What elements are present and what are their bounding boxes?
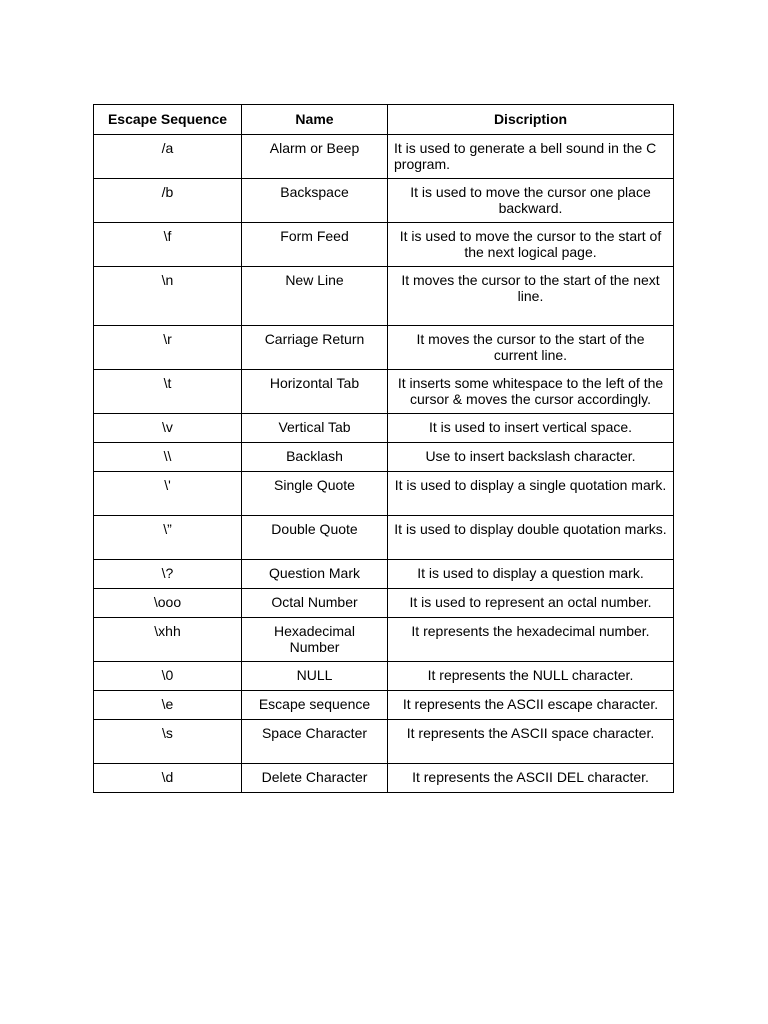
description-cell: It moves the cursor to the start of the next line. bbox=[388, 267, 674, 326]
name-cell: Delete Character bbox=[242, 764, 388, 793]
escape-sequence-cell: \e bbox=[94, 691, 242, 720]
name-cell: Backlash bbox=[242, 443, 388, 472]
table-row bbox=[94, 720, 674, 764]
table-row bbox=[94, 691, 674, 720]
escape-sequence-table bbox=[93, 104, 674, 793]
name-cell: Horizontal Tab bbox=[242, 370, 388, 414]
name-cell: NULL bbox=[242, 662, 388, 691]
description-cell: It represents the ASCII space character. bbox=[388, 720, 674, 764]
description-cell: It represents the ASCII escape character. bbox=[388, 691, 674, 720]
escape-sequence-cell: \\ bbox=[94, 443, 242, 472]
table-row bbox=[94, 589, 674, 618]
name-cell: Hexadecimal Number bbox=[242, 618, 388, 662]
name-cell: Carriage Return bbox=[242, 326, 388, 370]
table-row bbox=[94, 370, 674, 414]
table-row bbox=[94, 662, 674, 691]
escape-sequence-cell: \s bbox=[94, 720, 242, 764]
description-cell: It represents the NULL character. bbox=[388, 662, 674, 691]
description-cell: It represents the ASCII DEL character. bbox=[388, 764, 674, 793]
table-row bbox=[94, 223, 674, 267]
description-cell: It is used to display double quotation marks. bbox=[388, 516, 674, 560]
name-cell: Alarm or Beep bbox=[242, 135, 388, 179]
description-cell: It is used to move the cursor one place backward. bbox=[388, 179, 674, 223]
escape-sequence-cell: \? bbox=[94, 560, 242, 589]
escape-sequence-cell: \' bbox=[94, 472, 242, 516]
escape-sequence-cell: \n bbox=[94, 267, 242, 326]
name-cell: Escape sequence bbox=[242, 691, 388, 720]
header-name: Name bbox=[242, 105, 388, 135]
description-cell: It is used to insert vertical space. bbox=[388, 414, 674, 443]
table-row bbox=[94, 618, 674, 662]
description-cell: It is used to generate a bell sound in the C program. bbox=[388, 135, 674, 179]
escape-sequence-cell: /b bbox=[94, 179, 242, 223]
name-cell: Single Quote bbox=[242, 472, 388, 516]
escape-sequence-cell: \t bbox=[94, 370, 242, 414]
table-row bbox=[94, 326, 674, 370]
table-row bbox=[94, 135, 674, 179]
escape-sequence-cell: \ooo bbox=[94, 589, 242, 618]
table-row bbox=[94, 414, 674, 443]
table-header-row bbox=[94, 105, 674, 135]
escape-sequence-cell: \xhh bbox=[94, 618, 242, 662]
table-row bbox=[94, 267, 674, 326]
name-cell: Backspace bbox=[242, 179, 388, 223]
name-cell: Double Quote bbox=[242, 516, 388, 560]
escape-sequence-cell: /a bbox=[94, 135, 242, 179]
name-cell: Octal Number bbox=[242, 589, 388, 618]
escape-sequence-cell: \” bbox=[94, 516, 242, 560]
table-row bbox=[94, 179, 674, 223]
description-cell: It is used to display a single quotation mark. bbox=[388, 472, 674, 516]
description-cell: It moves the cursor to the start of the current line. bbox=[388, 326, 674, 370]
name-cell: Space Character bbox=[242, 720, 388, 764]
table-row bbox=[94, 443, 674, 472]
name-cell: New Line bbox=[242, 267, 388, 326]
table-row bbox=[94, 516, 674, 560]
table-row bbox=[94, 472, 674, 516]
header-description: Discription bbox=[388, 105, 674, 135]
description-cell: It is used to move the cursor to the start of the next logical page. bbox=[388, 223, 674, 267]
description-cell: Use to insert backslash character. bbox=[388, 443, 674, 472]
description-cell: It inserts some whitespace to the left of the cursor & moves the cursor accordingly. bbox=[388, 370, 674, 414]
table-row bbox=[94, 764, 674, 793]
description-cell: It is used to represent an octal number. bbox=[388, 589, 674, 618]
escape-sequence-cell: \d bbox=[94, 764, 242, 793]
description-cell: It is used to display a question mark. bbox=[388, 560, 674, 589]
description-cell: It represents the hexadecimal number. bbox=[388, 618, 674, 662]
escape-sequence-cell: \r bbox=[94, 326, 242, 370]
header-escape-sequence: Escape Sequence bbox=[94, 105, 242, 135]
name-cell: Form Feed bbox=[242, 223, 388, 267]
escape-sequence-cell: \v bbox=[94, 414, 242, 443]
name-cell: Vertical Tab bbox=[242, 414, 388, 443]
escape-sequence-cell: \f bbox=[94, 223, 242, 267]
escape-sequence-cell: \0 bbox=[94, 662, 242, 691]
table-row bbox=[94, 560, 674, 589]
name-cell: Question Mark bbox=[242, 560, 388, 589]
